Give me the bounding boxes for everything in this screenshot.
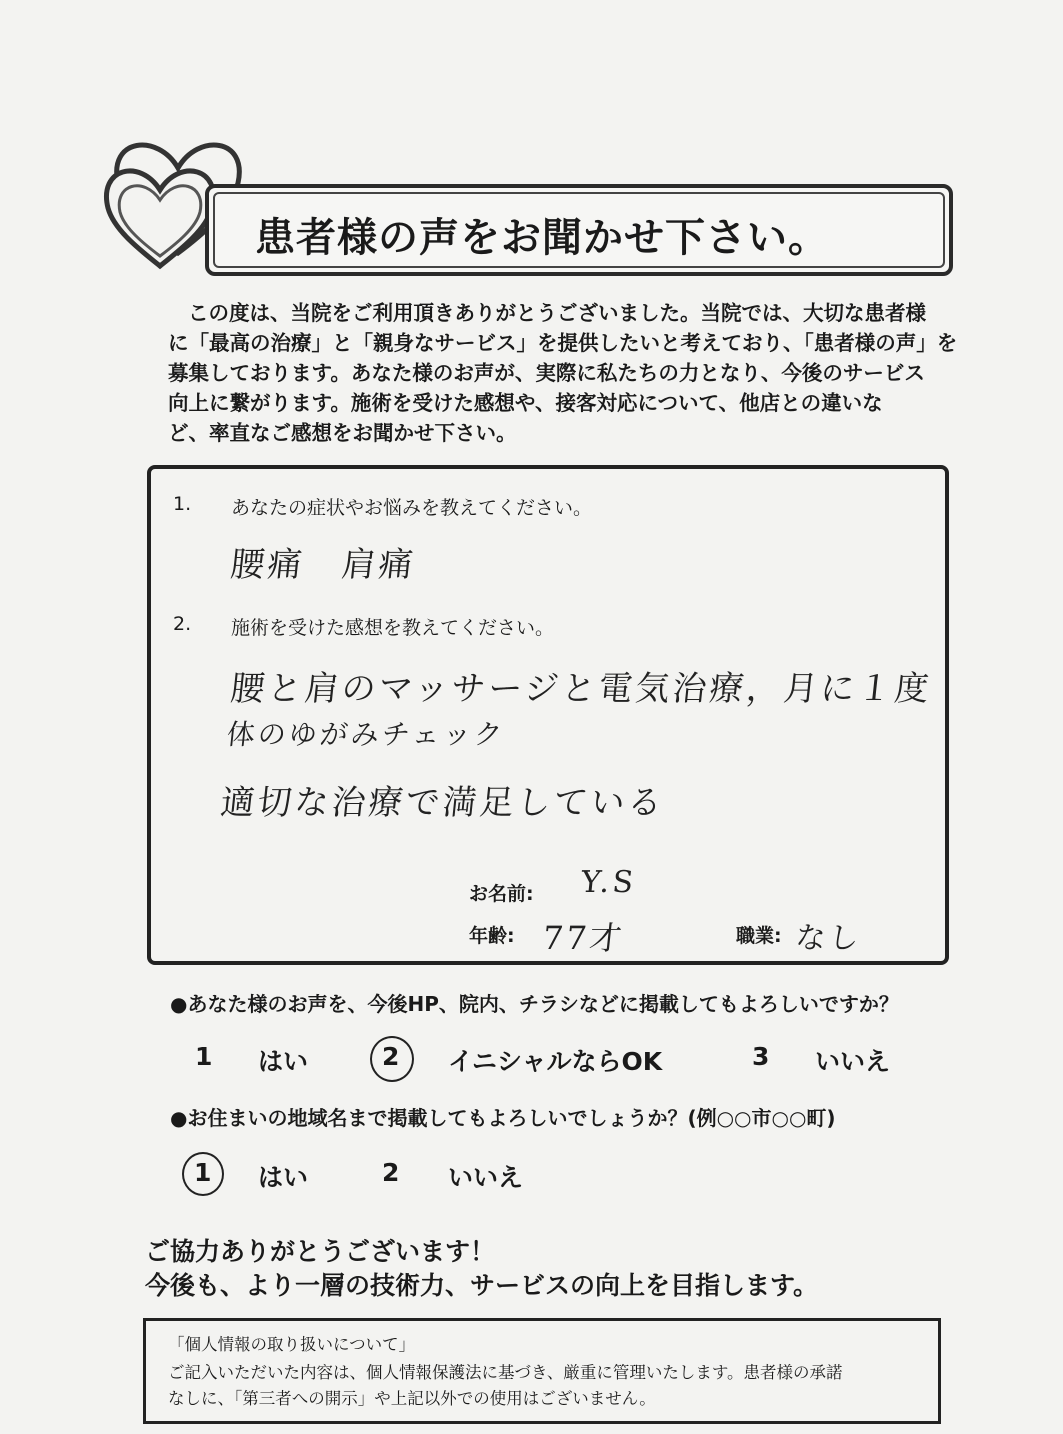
intro-line: 募集しております。あなた様のお声が、実際に私たちの力となり、今後のサービス (168, 361, 925, 385)
consent1-option-number[interactable]: 1 (195, 1042, 213, 1071)
consent2-option-label[interactable]: いいえ (448, 1163, 524, 1192)
privacy-notice (143, 1318, 941, 1424)
job-label: 職業: (736, 925, 782, 947)
consent2-option-label[interactable]: はい (258, 1163, 309, 1192)
consent2-option-number[interactable]: 1 (194, 1158, 212, 1187)
name-label: お名前: (469, 883, 534, 905)
answer-box (147, 465, 949, 965)
question-number: 2. (173, 613, 192, 635)
question-2-text: 施術を受けた感想を教えてください。 (231, 617, 555, 639)
answer-2-line[interactable]: 腰と肩のマッサージと電気治療，月に１度 (228, 669, 934, 709)
answer-2-line[interactable]: 適切な治療で満足している (218, 783, 667, 823)
question-1-text: あなたの症状やお悩みを教えてください。 (231, 497, 593, 519)
consent1-option-number[interactable]: 2 (382, 1042, 400, 1071)
intro-line: この度は、当院をご利用頂きありがとうございました。当院では、大切な患者様 (188, 301, 926, 325)
answer-2-line[interactable]: 体のゆがみチェック (225, 718, 507, 751)
consent1-option-number[interactable]: 3 (752, 1042, 770, 1071)
age-label: 年齢: (469, 925, 515, 947)
title-banner (205, 184, 953, 276)
intro-line: ど、率直なご感想をお聞かせ下さい。 (168, 421, 517, 445)
answer-1-handwriting[interactable]: 腰痛 肩痛 (228, 545, 418, 585)
intro-line: 向上に繋がります。施術を受けた感想や、接客対応について、他店との違いな (168, 391, 883, 415)
consent1-option-label[interactable]: イニシャルならOK (448, 1047, 663, 1076)
age-value[interactable]: 77才 (540, 919, 627, 957)
intro-line: に「最高の治療」と「親身なサービス」を提供したいと考えており、「患者様の声」を (168, 331, 958, 355)
consent1-option-label[interactable]: いいえ (815, 1047, 891, 1076)
name-value[interactable]: Y.S (579, 865, 638, 900)
question-number: 1. (173, 493, 192, 515)
consent2-option-number[interactable]: 2 (382, 1158, 400, 1187)
privacy-heading: 「個人情報の取り扱いについて」 (168, 1335, 416, 1354)
page-title: 患者様の声をお聞かせ下さい。 (255, 215, 829, 261)
thanks-line: ご協力ありがとうございます！ (145, 1237, 496, 1266)
consent-question-2: ●お住まいの地域名まで掲載してもよろしいでしょうか？(例○○市○○町) (170, 1106, 836, 1130)
thanks-line: 今後も、より一層の技術力、サービスの向上を目指します。 (145, 1271, 819, 1300)
privacy-line: ご記入いただいた内容は、個人情報保護法に基づき、厳重に管理いたします。患者様の承諾 (168, 1363, 843, 1382)
privacy-line: なしに、「第三者への開示」や上記以外での使用はございません。 (168, 1389, 656, 1408)
intro-paragraph (168, 298, 958, 448)
consent1-option-label[interactable]: はい (258, 1047, 309, 1076)
job-value[interactable]: なし (793, 921, 864, 956)
consent-question-1: ●あなた様のお声を、今後HP、院内、チラシなどに掲載してもよろしいですか？ (170, 992, 899, 1016)
